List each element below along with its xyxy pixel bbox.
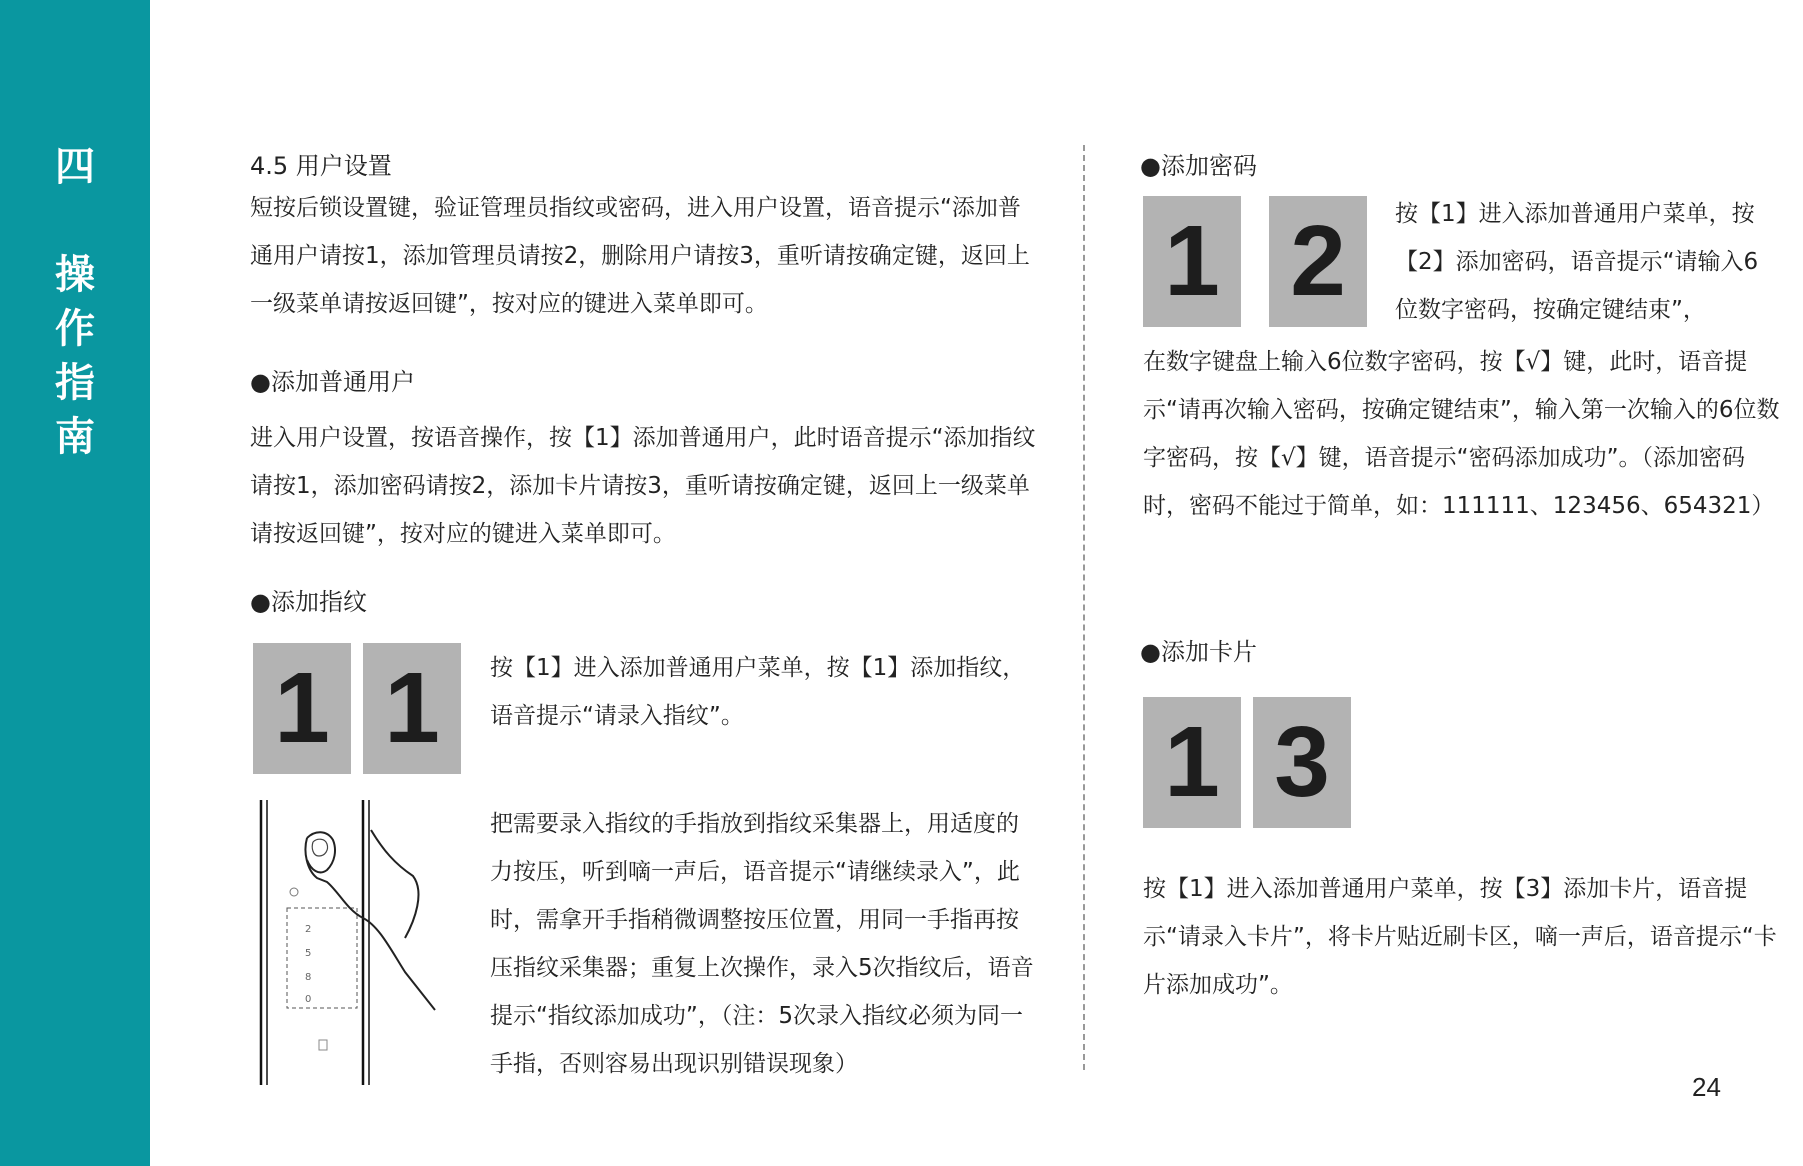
section-title: 4.5 用户设置 xyxy=(250,152,392,180)
chapter-title-char: 作 xyxy=(55,306,95,352)
add-user-heading: ●添加普通用户 xyxy=(250,368,415,396)
chapter-title-char: 南 xyxy=(55,414,95,460)
key-1: 1 xyxy=(253,643,351,774)
key-1: 1 xyxy=(1143,697,1241,828)
fingerprint-heading: ●添加指纹 xyxy=(250,588,367,616)
key-2: 2 xyxy=(1269,196,1367,327)
keypad-digit: 8 xyxy=(305,972,312,983)
chapter-title xyxy=(0,248,150,464)
password-key-sequence xyxy=(1143,196,1367,327)
chapter-sidebar xyxy=(0,0,150,1166)
fingerprint-key-sequence xyxy=(253,643,461,774)
user-settings-intro: 短按后锁设置键，验证管理员指纹或密码，进入用户设置，语音提示“添加普通用户请按1，添加管理员请按2，删除用户请按3，重听请按确定键，返回上一级菜单请按返回键”，按对应的键进入菜单即可。 xyxy=(250,195,1030,317)
card-key-sequence xyxy=(1143,697,1351,828)
add-user-text: 进入用户设置，按语音操作，按【1】添加普通用户，此时语音提示“添加指纹请按1，添加密码请按2，添加卡片请按3，重听请按确定键，返回上一级菜单请按返回键”，按对应的键进入菜单即可。 xyxy=(250,425,1036,547)
key-3: 3 xyxy=(1253,697,1351,828)
keypad-digit: 0 xyxy=(305,994,312,1005)
chapter-title-char: 指 xyxy=(55,360,95,406)
keypad-digit: 5 xyxy=(305,948,312,959)
keypad-digit: 2 xyxy=(305,924,312,935)
card-heading: ●添加卡片 xyxy=(1140,638,1257,666)
fingerprint-instruction: 按【1】进入添加普通用户菜单，按【1】添加指纹，语音提示“请录入指纹”。 xyxy=(490,655,1026,729)
password-instruction: 按【1】进入添加普通用户菜单，按【2】添加密码，语音提示“请输入6位数字密码，按确定键结束”， xyxy=(1395,201,1759,323)
page-number: 24 xyxy=(1692,1072,1721,1102)
key-1: 1 xyxy=(1143,196,1241,327)
chapter-title-char: 操 xyxy=(55,252,95,298)
fingerprint-procedure: 把需要录入指纹的手指放到指纹采集器上，用适度的力按压，听到嘀一声后，语音提示“请继续录入”，此时，需拿开手指稍微调整按压位置，用同一手指再按压指纹采集器；重复上次操作，录入5次指纹后，语音提示“指纹添加成功”，（注：5次录入指纹必须为同一手指，否则容易出现识别错误现象） xyxy=(490,811,1034,1077)
key-1: 1 xyxy=(363,643,461,774)
password-heading: ●添加密码 xyxy=(1140,152,1257,180)
card-procedure: 按【1】进入添加普通用户菜单，按【3】添加卡片，语音提示“请录入卡片”，将卡片贴近刷卡区，嘀一声后，语音提示“卡片添加成功”。 xyxy=(1143,876,1777,998)
column-divider xyxy=(1083,145,1085,1070)
password-procedure: 在数字键盘上输入6位数字密码，按【√】键，此时，语音提示“请再次输入密码，按确定键结束”，输入第一次输入的6位数字密码，按【√】键，语音提示“密码添加成功”。（添加密码时，密码不能过于简单，如：111111、123456、654321） xyxy=(1143,349,1780,519)
chapter-number: 四 xyxy=(55,144,95,190)
fingerprint-hand-illustration xyxy=(255,800,455,1085)
